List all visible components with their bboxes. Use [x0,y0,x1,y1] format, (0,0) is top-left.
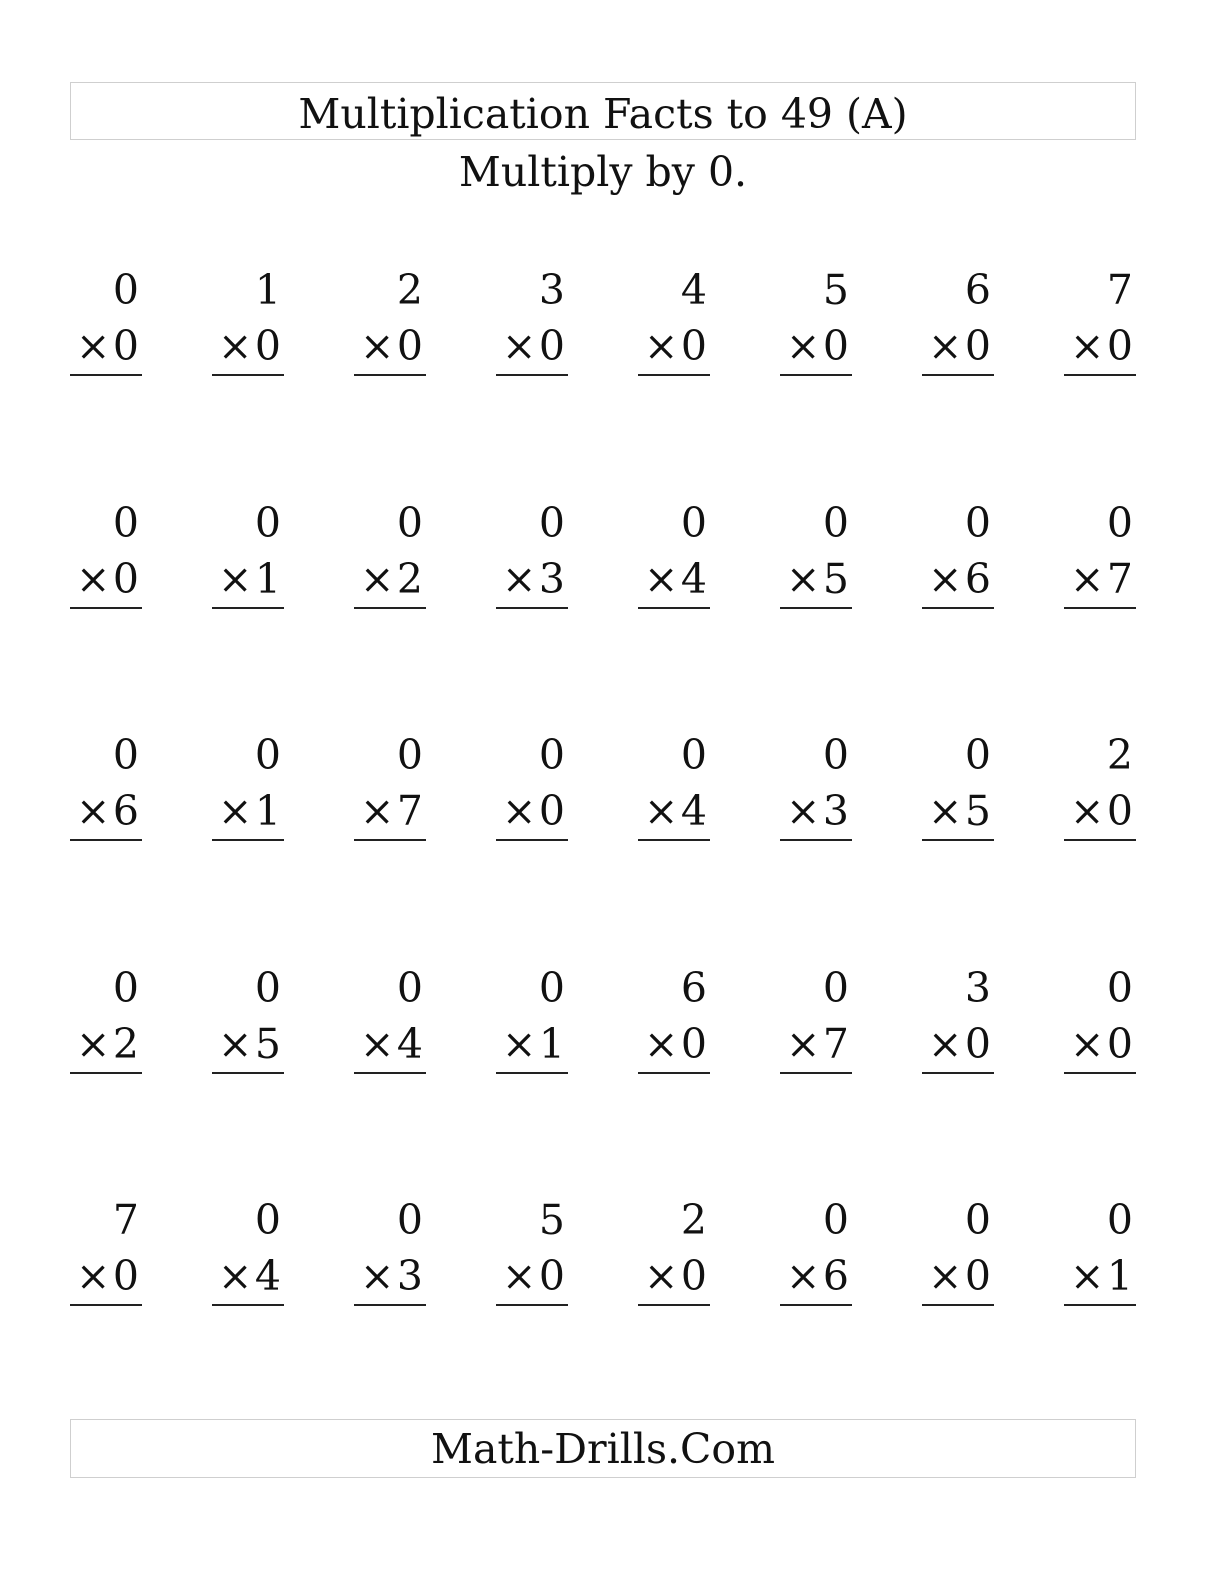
problem-item [922,495,994,728]
multiplicand: 0 [680,498,707,547]
multiplier-row [212,783,284,839]
answer-line [780,607,852,609]
multiplicand: 3 [538,266,565,314]
multiplier-row [354,1248,426,1304]
multiply-sign: × [76,787,111,835]
multiplier: 0 [538,787,565,835]
problem-item [70,1192,142,1425]
multiplier: 7 [396,787,423,835]
problem-item [212,960,284,1193]
multiplier: 4 [396,1019,423,1068]
multiply-sign: × [502,554,537,603]
problem-item [1064,1192,1136,1425]
multiplier-row [70,318,142,374]
multiplier-row [212,1016,284,1072]
multiplier-row [496,551,568,607]
answer-line [780,374,852,376]
multiply-sign: × [76,1019,111,1068]
multiplier: 0 [112,322,139,370]
multiplier-row [922,551,994,607]
answer-line [638,839,710,841]
multiplicand: 7 [112,1196,139,1244]
multiplier-row [70,1248,142,1304]
answer-line [496,839,568,841]
multiplier-row [354,783,426,839]
multiply-sign: × [1070,1252,1105,1300]
answer-line [922,374,994,376]
problem-grid [70,262,1136,1425]
multiplier-row [496,1016,568,1072]
multiply-sign: × [644,1252,679,1300]
multiplicand: 2 [680,1196,707,1244]
problem-item [922,727,994,960]
answer-line [354,374,426,376]
multiplier-row [1064,551,1136,607]
multiplier: 1 [254,554,281,603]
multiplier: 0 [680,1252,707,1300]
multiplier-row [780,318,852,374]
answer-line [496,1304,568,1306]
problem-item [1064,262,1136,495]
answer-line [354,607,426,609]
problem-item [212,495,284,728]
multiply-sign: × [786,1019,821,1068]
problem-item [1064,727,1136,960]
multiply-sign: × [1070,787,1105,835]
multiply-sign: × [218,554,253,603]
multiplier: 0 [538,1252,565,1300]
multiply-sign: × [360,787,395,835]
multiplier: 0 [680,322,707,370]
answer-line [354,1072,426,1074]
worksheet-instruction: Multiply by 0. [458,148,748,196]
answer-line [212,1072,284,1074]
footer-site: Math-Drills.Com [70,1419,1136,1478]
multiplier: 1 [254,787,281,835]
multiplier-row [638,1248,710,1304]
multiplicand: 0 [1106,498,1133,547]
answer-line [638,374,710,376]
multiplicand: 2 [396,266,423,314]
multiplier: 6 [112,787,139,835]
multiplier-row [638,318,710,374]
multiply-sign: × [644,322,679,370]
multiplicand: 0 [112,266,139,314]
answer-line [638,1072,710,1074]
problem-item [212,262,284,495]
answer-line [70,1072,142,1074]
multiplier: 3 [822,787,849,835]
problem-item [638,960,710,1193]
multiplicand: 6 [964,266,991,314]
multiplier: 5 [822,554,849,603]
multiply-sign: × [360,1019,395,1068]
multiplicand: 0 [396,963,423,1012]
problem-item [922,960,994,1193]
problem-item [70,727,142,960]
multiplier-row [780,551,852,607]
multiplier-row [70,1016,142,1072]
multiplier: 2 [396,554,423,603]
problem-item [70,960,142,1193]
multiplicand: 0 [254,1196,281,1244]
multiplier: 0 [112,1252,139,1300]
multiply-sign: × [360,1252,395,1300]
answer-line [496,607,568,609]
answer-line [922,1304,994,1306]
problem-item [496,960,568,1193]
multiplier-row [922,783,994,839]
multiplicand: 4 [680,266,707,314]
answer-line [1064,839,1136,841]
multiplier: 3 [538,554,565,603]
problem-item [780,1192,852,1425]
multiplier: 1 [538,1019,565,1068]
multiplier-row [780,1016,852,1072]
multiplicand: 0 [680,731,707,779]
answer-line [70,1304,142,1306]
multiplicand: 6 [680,963,707,1012]
multiplicand: 5 [538,1196,565,1244]
problem-item [922,1192,994,1425]
multiplier-row [780,1248,852,1304]
multiplier-row [354,318,426,374]
answer-line [212,374,284,376]
multiplier: 7 [822,1019,849,1068]
multiply-sign: × [218,1019,253,1068]
answer-line [780,1304,852,1306]
multiplicand: 0 [538,498,565,547]
multiply-sign: × [644,1019,679,1068]
multiply-sign: × [502,1019,537,1068]
problem-item [496,727,568,960]
multiplier: 4 [680,787,707,835]
multiply-sign: × [360,322,395,370]
answer-line [638,607,710,609]
multiplicand: 0 [396,731,423,779]
multiplier: 3 [396,1252,423,1300]
multiplier-row [70,783,142,839]
problem-item [354,960,426,1193]
multiplier: 0 [1106,787,1133,835]
multiplier: 5 [254,1019,281,1068]
multiply-sign: × [502,787,537,835]
multiplier: 6 [822,1252,849,1300]
multiplicand: 0 [964,498,991,547]
answer-line [496,374,568,376]
problem-item [212,1192,284,1425]
answer-line [70,607,142,609]
multiplier: 0 [112,554,139,603]
multiply-sign: × [76,1252,111,1300]
multiplier-row [354,551,426,607]
problem-item [638,1192,710,1425]
multiplier-row [496,1248,568,1304]
multiply-sign: × [76,322,111,370]
problem-item [354,495,426,728]
problem-item [496,495,568,728]
answer-line [70,374,142,376]
multiplier-row [496,783,568,839]
multiplicand: 0 [822,731,849,779]
multiply-sign: × [1070,554,1105,603]
multiplier-row [1064,318,1136,374]
multiplicand: 0 [254,498,281,547]
multiply-sign: × [928,554,963,603]
multiply-sign: × [786,1252,821,1300]
multiplier: 0 [964,1252,991,1300]
answer-line [354,1304,426,1306]
multiplicand: 0 [254,731,281,779]
multiply-sign: × [786,554,821,603]
multiplier: 5 [964,787,991,835]
answer-line [922,839,994,841]
multiplier-row [1064,1016,1136,1072]
multiply-sign: × [928,1019,963,1068]
answer-line [212,839,284,841]
problem-item [1064,495,1136,728]
multiplier: 0 [822,322,849,370]
problem-item [70,262,142,495]
multiplier: 0 [964,1019,991,1068]
multiply-sign: × [1070,322,1105,370]
answer-line [780,1072,852,1074]
answer-line [922,1072,994,1074]
answer-line [780,839,852,841]
multiplier-row [922,1016,994,1072]
multiplicand: 0 [822,1196,849,1244]
multiply-sign: × [76,554,111,603]
multiplicand: 0 [964,731,991,779]
multiply-sign: × [644,787,679,835]
multiplicand: 0 [396,498,423,547]
multiply-sign: × [502,1252,537,1300]
multiply-sign: × [928,322,963,370]
multiplicand: 0 [538,731,565,779]
answer-line [354,839,426,841]
answer-line [70,839,142,841]
problem-item [70,495,142,728]
multiplicand: 0 [538,963,565,1012]
problem-item [496,1192,568,1425]
multiplicand: 0 [1106,963,1133,1012]
answer-line [1064,374,1136,376]
worksheet-title: Multiplication Facts to 49 (A) [298,90,908,138]
multiply-sign: × [786,322,821,370]
answer-line [638,1304,710,1306]
multiplicand: 0 [112,731,139,779]
multiplier: 2 [112,1019,139,1068]
problem-item [638,727,710,960]
multiplier-row [1064,1248,1136,1304]
multiplicand: 1 [254,266,281,314]
problem-item [780,727,852,960]
multiplier-row [354,1016,426,1072]
problem-item [638,262,710,495]
multiply-sign: × [928,787,963,835]
multiplicand: 5 [822,266,849,314]
multiplier-row [496,318,568,374]
answer-line [1064,607,1136,609]
multiplier: 0 [680,1019,707,1068]
problem-item [922,262,994,495]
multiplier-row [638,783,710,839]
multiplier: 0 [964,322,991,370]
multiplicand: 0 [964,1196,991,1244]
answer-line [212,1304,284,1306]
answer-line [496,1072,568,1074]
multiplier-row [70,551,142,607]
multiply-sign: × [218,787,253,835]
multiply-sign: × [218,1252,253,1300]
problem-item [638,495,710,728]
multiplicand: 0 [112,963,139,1012]
multiplier-row [780,783,852,839]
multiply-sign: × [644,554,679,603]
multiplier-row [212,318,284,374]
multiply-sign: × [218,322,253,370]
multiplier: 0 [254,322,281,370]
multiplier-row [922,318,994,374]
answer-line [1064,1072,1136,1074]
problem-item [354,1192,426,1425]
multiplicand: 3 [964,963,991,1012]
multiplier-row [1064,783,1136,839]
multiply-sign: × [360,554,395,603]
answer-line [1064,1304,1136,1306]
multiply-sign: × [1070,1019,1105,1068]
multiplicand: 0 [822,963,849,1012]
multiplier: 0 [396,322,423,370]
problem-item [780,495,852,728]
multiplier: 0 [1106,322,1133,370]
problem-item [1064,960,1136,1193]
problem-item [496,262,568,495]
multiplier-row [638,1016,710,1072]
multiplier: 1 [1106,1252,1133,1300]
multiplicand: 2 [1106,731,1133,779]
multiply-sign: × [786,787,821,835]
multiplicand: 7 [1106,266,1133,314]
multiplier-row [638,551,710,607]
multiplicand: 0 [822,498,849,547]
answer-line [922,607,994,609]
multiplicand: 0 [396,1196,423,1244]
multiplier: 4 [254,1252,281,1300]
problem-item [780,262,852,495]
multiplicand: 0 [254,963,281,1012]
problem-item [354,262,426,495]
multiplier: 0 [1106,1019,1133,1068]
multiplier: 6 [964,554,991,603]
multiplier: 7 [1106,554,1133,603]
multiplicand: 0 [1106,1196,1133,1244]
problem-item [780,960,852,1193]
multiply-sign: × [502,322,537,370]
problem-item [354,727,426,960]
multiplier-row [212,551,284,607]
answer-line [212,607,284,609]
problem-item [212,727,284,960]
multiply-sign: × [928,1252,963,1300]
multiplier-row [922,1248,994,1304]
multiplicand: 0 [112,498,139,547]
multiplier: 4 [680,554,707,603]
multiplier: 0 [538,322,565,370]
multiplier-row [212,1248,284,1304]
